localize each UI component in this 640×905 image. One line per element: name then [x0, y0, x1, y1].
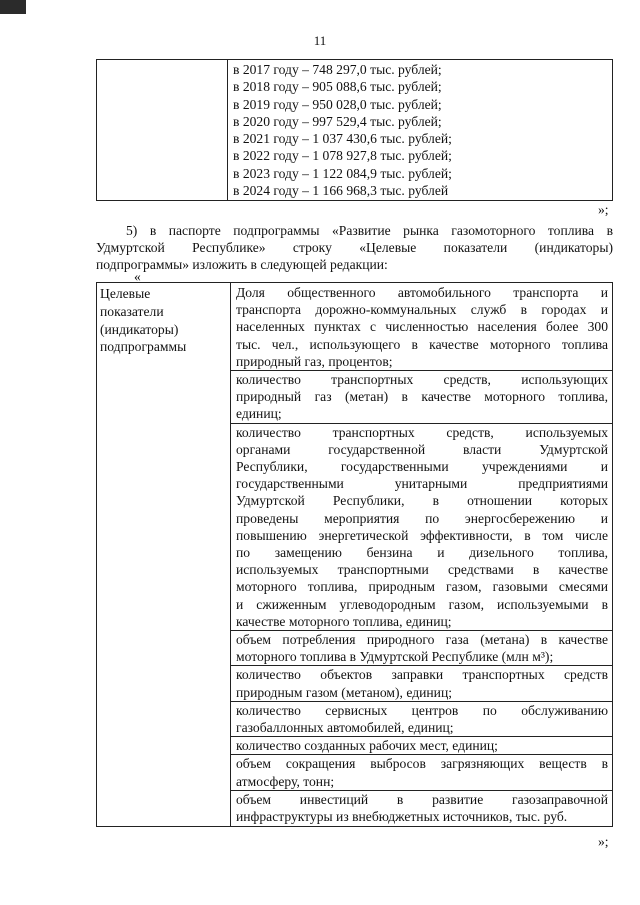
indicator-line: Республики, государственными учреждениями и: [236, 459, 608, 475]
indicator-item: [231, 737, 612, 755]
label-line: Целевые: [100, 286, 151, 301]
indicator-line: количество объектов заправки транспортных средств: [236, 667, 608, 683]
label-line: (индикаторы): [100, 321, 179, 337]
indicator-line: населенных пунктах с численностью населения более 300: [236, 319, 608, 335]
indicator-line: проведены мероприятия по энергосбережению и: [236, 510, 608, 526]
indicator-line: количество созданных рабочих мест, единиц;: [236, 738, 498, 754]
indicator-line: Удмуртской Республики, в отношении которых: [236, 493, 608, 509]
paragraph-line: Удмуртской Республике» строку «Целевые показатели (индикаторы): [96, 240, 613, 255]
label-line: показатели: [100, 303, 164, 319]
indicator-item: [231, 702, 612, 737]
indicator-line: моторного топлива, природным газом, газовыми смесями: [236, 579, 608, 595]
indicator-item: [231, 424, 612, 631]
indicator-line: количество сервисных центров по обслуживанию: [236, 702, 608, 718]
funding-year-line: в 2018 году – 905 088,6 тыс. рублей;: [233, 79, 442, 95]
indicator-line: Доля общественного автомобильного транспорта и: [236, 285, 608, 300]
indicator-line: качестве моторного топлива, единиц;: [236, 613, 452, 629]
indicator-item: [231, 666, 612, 701]
indicator-line: органами государственной власти Удмуртской: [236, 441, 608, 457]
indicator-item: [231, 755, 612, 790]
indicators-label-cell: [97, 283, 231, 827]
indicator-line: количество транспортных средств, использующих: [236, 372, 608, 388]
indicator-line: объем инвестиций в развитие газозаправочной: [236, 791, 608, 807]
funding-year-line: в 2017 году – 748 297,0 тыс. рублей;: [233, 62, 442, 77]
indicator-line: по замещению бензина и дизельного топлива,: [236, 545, 608, 561]
funding-year-line: в 2023 году – 1 122 084,9 тыс. рублей;: [233, 165, 452, 181]
funding-year-line: в 2020 году – 997 529,4 тыс. рублей;: [233, 113, 442, 129]
indicator-line: и сжиженным углеводородным газом, используемыми в: [236, 596, 608, 612]
label-line: подпрограммы: [100, 339, 187, 355]
funding-year-line: в 2022 году – 1 078 927,8 тыс. рублей;: [233, 148, 452, 164]
indicator-line: транспорта дорожно-коммунальных служб в городах и: [236, 302, 608, 318]
indicator-line: моторного топлива в Удмуртской Республике (млн м³);: [236, 649, 554, 665]
closing-quote-1: »;: [598, 202, 609, 217]
scan-artifact: [0, 0, 26, 14]
paragraph-line: 5) в паспорте подпрограммы «Развитие рынка газомоторного топлива в: [126, 223, 613, 238]
indicator-line: единиц;: [236, 406, 282, 422]
indicator-line: объем потребления природного газа (метана) в качестве: [236, 632, 608, 648]
funding-year-line: в 2021 году – 1 037 430,6 тыс. рублей;: [233, 131, 452, 147]
indicator-line: природный газ, процентов;: [236, 353, 393, 369]
indicator-line: газобаллонных автомобилей, единиц;: [236, 720, 454, 736]
paragraph-line: подпрограммы» изложить в следующей редакции:: [96, 257, 388, 272]
indicator-item: [231, 631, 612, 666]
page-number: 11: [313, 33, 327, 48]
indicator-line: повышению энергетической эффективности, в том числе: [236, 527, 608, 543]
indicator-item: [231, 371, 612, 424]
indicator-line: государственными унитарными предприятиями: [236, 476, 608, 492]
opening-quote: «: [134, 269, 141, 284]
indicator-line: природный газ (метан) в качестве моторного топлива,: [236, 389, 608, 405]
indicator-item: [231, 284, 612, 371]
indicator-line: атмосферу, тонн;: [236, 773, 335, 789]
indicator-line: природным газом (метаном), единиц;: [236, 684, 452, 700]
indicators-table: [96, 282, 613, 827]
amendment-paragraph: [96, 222, 613, 273]
funding-cell: [228, 60, 613, 201]
indicator-line: используемых транспортными средствами в качестве: [236, 562, 608, 578]
funding-table-fragment: [96, 59, 613, 201]
funding-year-line: в 2019 году – 950 028,0 тыс. рублей;: [233, 96, 442, 112]
indicator-item: [231, 791, 612, 825]
indicators-value-cell: [231, 283, 613, 827]
indicator-line: объем сокращения выбросов загрязняющих веществ в: [236, 756, 608, 772]
indicator-line: тыс. чел., использующего в качестве моторного топлива: [236, 336, 608, 352]
closing-quote-2: »;: [598, 834, 609, 849]
indicator-line: инфраструктуры из внебюджетных источников, тыс. руб.: [236, 809, 568, 825]
indicator-line: количество транспортных средств, используемых: [236, 424, 608, 440]
empty-label-cell: [97, 60, 228, 201]
funding-year-line: в 2024 году – 1 166 968,3 тыс. рублей: [233, 183, 449, 199]
